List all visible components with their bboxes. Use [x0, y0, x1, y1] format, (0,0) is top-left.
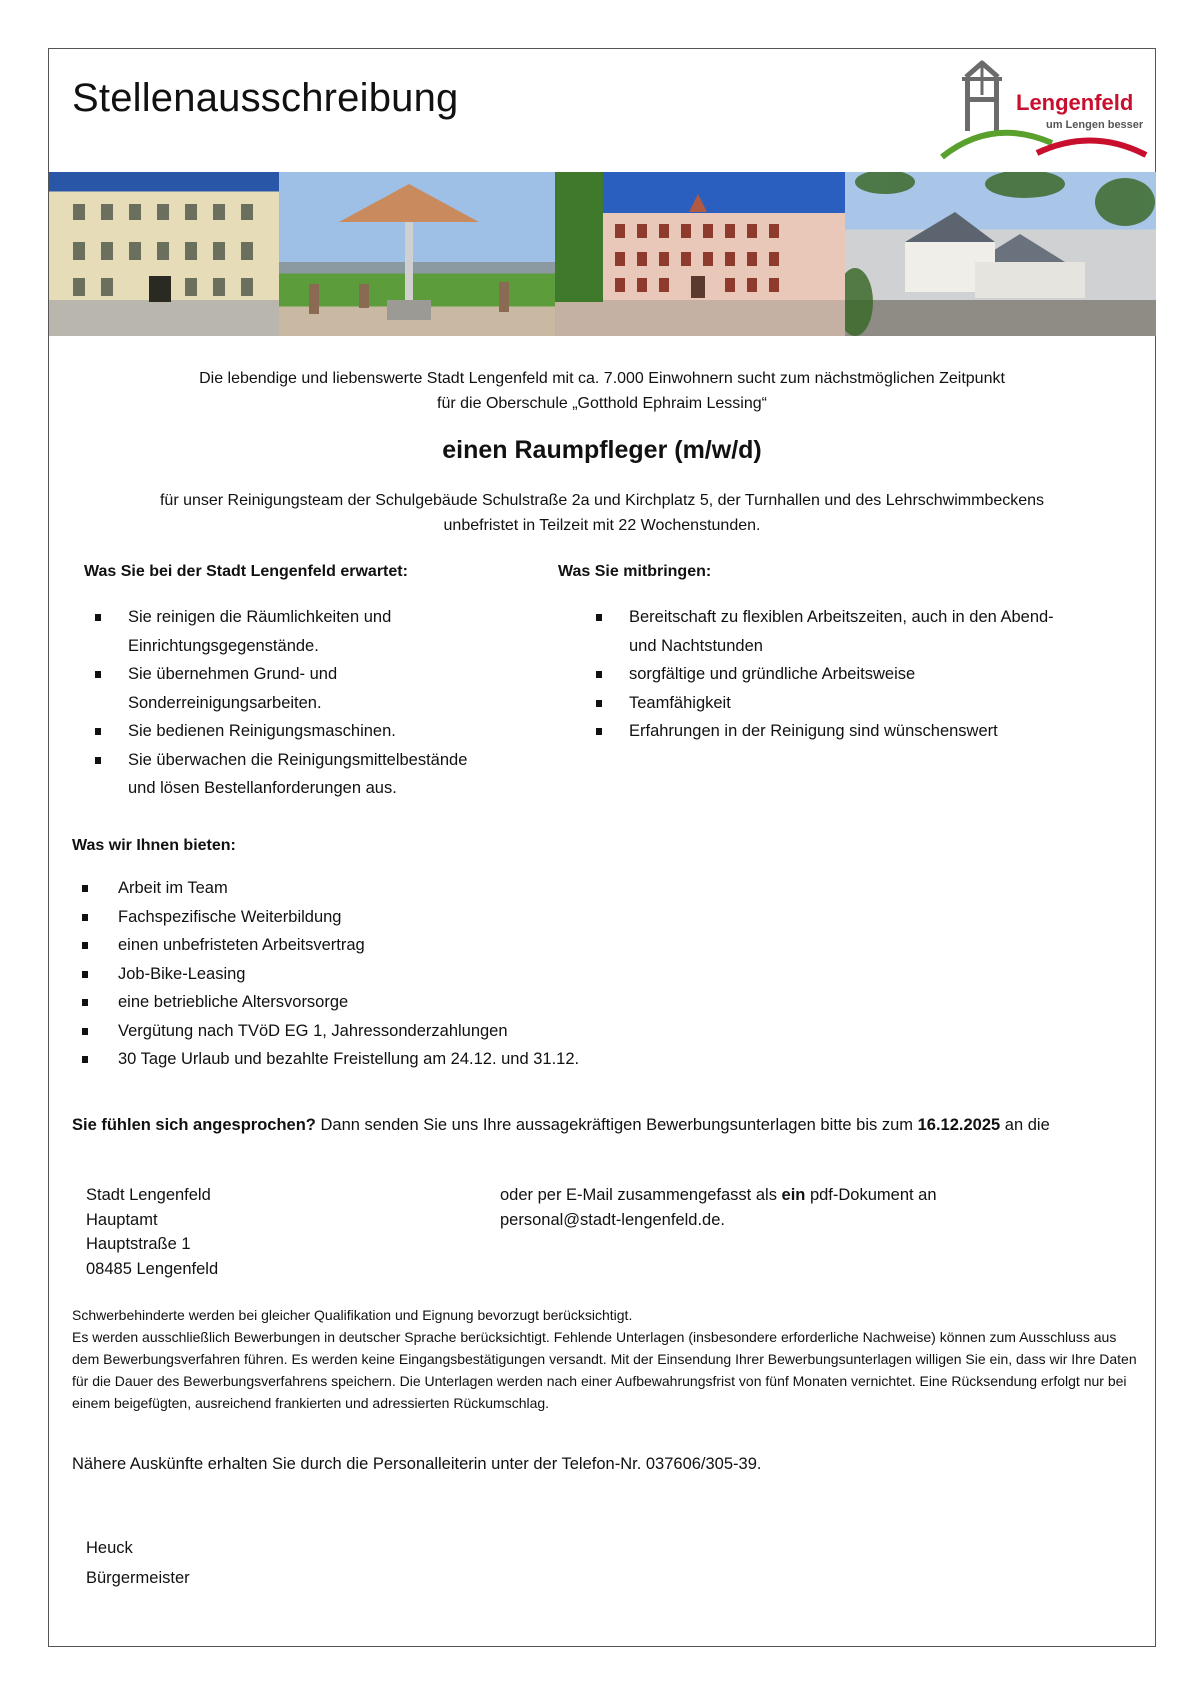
- offer-item: einen unbefristeten Arbeitsvertrag: [72, 931, 772, 960]
- address-line: Hauptstraße 1: [86, 1235, 191, 1253]
- job-subtitle-line-2: unbefristet in Teilzeit mit 22 Wochenstunden.: [443, 517, 761, 534]
- cta-text: Dann senden Sie uns Ihre aussagekräftigen Bewerbungsunterlagen bitte bis zum: [315, 1116, 918, 1134]
- expect-item: Sie übernehmen Grund- und Sonderreinigungsarbeiten.: [82, 660, 552, 717]
- offer-item: eine betriebliche Altersvorsorge: [72, 988, 772, 1017]
- offer-item: Fachspezifische Weiterbildung: [72, 903, 772, 932]
- email-instructions: oder per E-Mail zusammengefasst als ein pdf-Dokument an personal@stadt-lengenfeld.de.: [500, 1183, 937, 1232]
- school-graphic: [555, 172, 845, 336]
- offer-item: Arbeit im Team: [72, 874, 772, 903]
- bullet-icon: [82, 1056, 88, 1063]
- street-graphic: [845, 172, 1156, 336]
- bullet-icon: [596, 700, 602, 707]
- fine-print-paragraph: Es werden ausschließlich Bewerbungen in deutscher Sprache berücksichtigt. Fehlende Unterlagen (insbesondere erforderliche Nachweise) können zum Ausschluss aus dem Bewerbungsverfahren führen. Es werden keine Eingangsbestätigungen versandt. Mit der Einsendung Ihrer Bewerbungsunterlagen willigen Sie ein, dass wir Ihre Daten für die Dauer des Bewerbungsverfahrens speichern. Die Unterlagen werden nach einer Aufbewahrungsfrist von fünf Monaten vernichtet. Eine Rücksendung erfolgt nur bei einem beigefügten, ausreichend frankierten und adressierten Rückumschlag.: [72, 1329, 1137, 1411]
- bring-list: [558, 603, 1138, 746]
- signature: [86, 1533, 190, 1593]
- fine-print: [72, 1304, 1142, 1414]
- photo-town-hall: [49, 172, 279, 336]
- bullet-icon: [82, 885, 88, 892]
- bullet-icon: [82, 971, 88, 978]
- expect-item: Sie reinigen die Räumlichkeiten und Einrichtungsgegenstände.: [82, 603, 552, 660]
- expect-list: [82, 603, 552, 803]
- intro-text: [48, 366, 1156, 416]
- bring-heading: Was Sie mitbringen:: [558, 563, 712, 580]
- intro-line-1: Die lebendige und liebenswerte Stadt Lengenfeld mit ca. 7.000 Einwohnern sucht zum nächstmöglichen Zeitpunkt: [199, 370, 1005, 387]
- signature-name: Heuck: [86, 1539, 133, 1557]
- deadline: 16.12.2025: [917, 1116, 1001, 1134]
- expect-item: Sie bedienen Reinigungsmaschinen.: [82, 717, 552, 746]
- bring-item: Teamfähigkeit: [558, 689, 1138, 718]
- photo-strip: [49, 172, 1156, 336]
- bullet-icon: [95, 671, 101, 678]
- pavilion-graphic: [279, 172, 555, 336]
- bullet-icon: [95, 757, 101, 764]
- cta-tail: an die: [1000, 1116, 1050, 1134]
- bullet-icon: [82, 1028, 88, 1035]
- call-to-action: [72, 1112, 1132, 1139]
- fine-print-line-1: Schwerbehinderte werden bei gleicher Qualifikation und Eignung bevorzugt berücksichtigt.: [72, 1307, 633, 1323]
- address-line: 08485 Lengenfeld: [86, 1259, 219, 1278]
- photo-school: [555, 172, 845, 336]
- expect-item: Sie überwachen die Reinigungsmittelbestände und lösen Bestellanforderungen aus.: [82, 746, 552, 803]
- bullet-icon: [596, 614, 602, 621]
- bullet-icon: [95, 614, 101, 621]
- job-subtitle: [48, 488, 1156, 538]
- logo-name: Lengenfeld: [1016, 90, 1134, 115]
- address-line: Hauptamt: [86, 1210, 158, 1229]
- offer-item: Vergütung nach TVöD EG 1, Jahressonderzahlungen: [72, 1017, 772, 1046]
- page-title: Stellenausschreibung: [72, 76, 459, 120]
- offer-item: 30 Tage Urlaub und bezahlte Freistellung am 24.12. und 31.12.: [72, 1045, 772, 1074]
- bullet-icon: [82, 999, 88, 1006]
- photo-street: [845, 172, 1156, 336]
- contact-info: Nähere Auskünfte erhalten Sie durch die Personalleiterin unter der Telefon-Nr. 037606/305-39.: [72, 1455, 762, 1473]
- intro-line-2: für die Oberschule „Gotthold Ephraim Lessing“: [437, 395, 767, 412]
- logo-graphic: [932, 55, 1152, 167]
- bring-item: sorgfältige und gründliche Arbeitsweise: [558, 660, 1138, 689]
- job-title: einen Raumpfleger (m/w/d): [442, 436, 762, 464]
- lengenfeld-logo: [932, 55, 1152, 167]
- email-address[interactable]: personal@stadt-lengenfeld.de.: [500, 1210, 725, 1229]
- cta-lead: Sie fühlen sich angesprochen?: [72, 1116, 316, 1134]
- offer-heading: Was wir Ihnen bieten:: [72, 837, 236, 854]
- bullet-icon: [82, 942, 88, 949]
- bullet-icon: [82, 914, 88, 921]
- signature-role: Bürgermeister: [86, 1569, 190, 1587]
- town-hall-graphic: [49, 172, 279, 336]
- postal-address: [86, 1183, 218, 1281]
- offer-item: Job-Bike-Leasing: [72, 960, 772, 989]
- address-line: Stadt Lengenfeld: [86, 1186, 211, 1204]
- bullet-icon: [95, 728, 101, 735]
- offer-list: [72, 874, 772, 1074]
- job-subtitle-line-1: für unser Reinigungsteam der Schulgebäude Schulstraße 2a und Kirchplatz 5, der Turnhallen und des Lehrschwimmbeckens: [159, 492, 1045, 509]
- bring-item: Erfahrungen in der Reinigung sind wünschenswert: [558, 717, 1138, 746]
- expect-heading: Was Sie bei der Stadt Lengenfeld erwartet:: [84, 563, 408, 580]
- photo-pavilion: [279, 172, 555, 336]
- bullet-icon: [596, 671, 602, 678]
- bring-item: Bereitschaft zu flexiblen Arbeitszeiten, auch in den Abend- und Nachtstunden: [558, 603, 1138, 660]
- bullet-icon: [596, 728, 602, 735]
- logo-slogan: um Lengen besser: [1046, 119, 1144, 131]
